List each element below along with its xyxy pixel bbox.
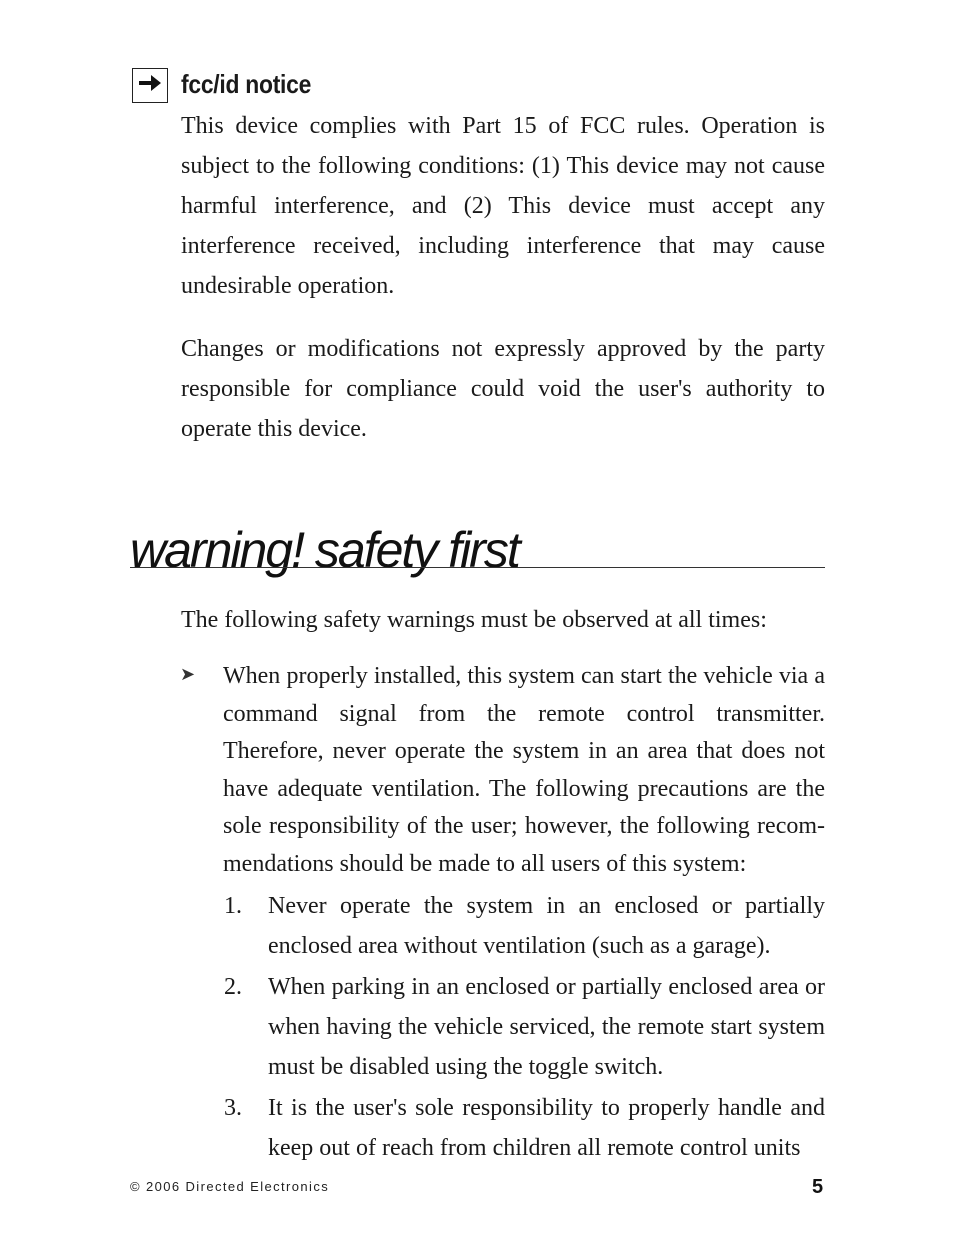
page-number: 5 (812, 1176, 824, 1198)
list-item-text: When parking in an enclosed or partially enclosed area or when having the vehicle serviced, the remote start system must be disabled using the toggle switch. (268, 974, 825, 1080)
safety-bullet-text: When properly installed, this system can start the vehicle via a command signal from the remote control transmitter. Therefore, never operate the system in an area that does not have adequate ventilation. The following precautions are the sole responsibility of the user; however, the following recom-mendations should be made to all users of this system: (223, 663, 825, 877)
bullet-arrow-icon: ➤ (180, 664, 196, 685)
fcc-changes-paragraph: Changes or modifications not expressly approved by the party responsible for compliance could void the user's authority to operate this device. (181, 336, 825, 442)
fcc-notice-paragraph: This device complies with Part 15 of FCC rules. Operation is subject to the following conditions: (1) This device may not cause harmful interference, and (2) This device must accept any interference received, including interference that may cause undesirable operation. (181, 113, 825, 299)
list-item-number: 3. (224, 1095, 242, 1121)
list-item-text: Never operate the system in an enclosed or partially enclosed area without ventilation (such as a garage). (268, 893, 825, 959)
fcc-arrow-box (132, 68, 168, 103)
fcc-notice-heading: fcc/id notice (181, 69, 312, 99)
list-item-number: 1. (224, 893, 242, 919)
safety-section-title: warning! safety first (130, 522, 519, 578)
list-item-text: It is the user's sole responsibility to properly handle and keep out of reach from children all remote control units (268, 1095, 825, 1161)
footer-copyright: © 2006 Directed Electronics (130, 1179, 330, 1194)
list-item-number: 2. (224, 974, 242, 1000)
right-arrow-icon (137, 73, 163, 98)
title-underline (130, 567, 825, 568)
safety-intro-text: The following safety warnings must be observed at all times: (181, 607, 767, 633)
